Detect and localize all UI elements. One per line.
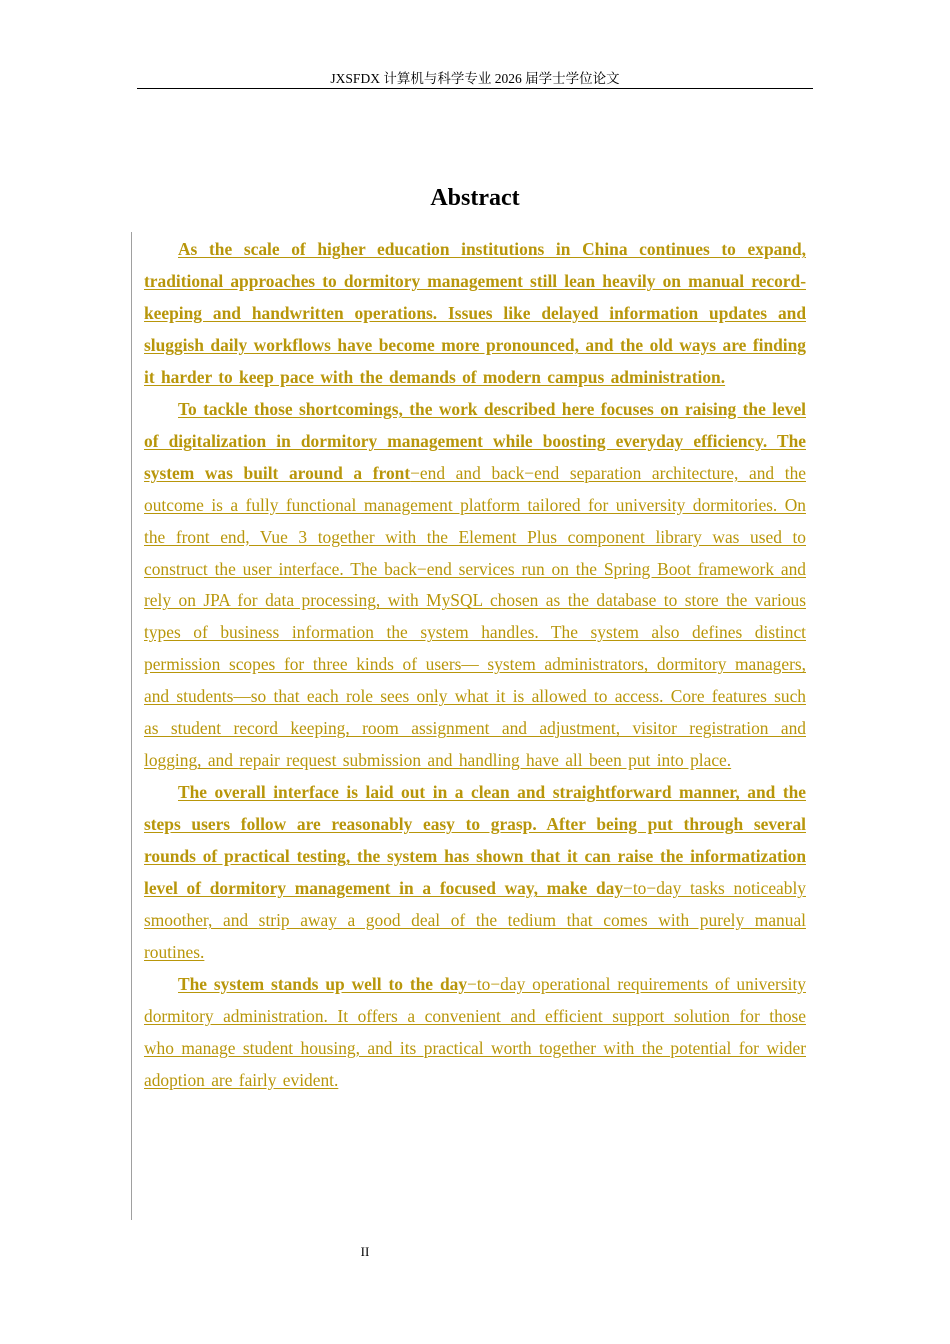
header-rule (137, 88, 813, 89)
abstract-body (144, 234, 806, 1097)
abstract-paragraph-1 (144, 234, 806, 394)
abstract-paragraph-2 (144, 394, 806, 777)
paragraph-3-tracked-bold-text: The overall interface is laid out in a clean and straightforward manner, and the steps users follow are reasonably easy to grasp. After being put through several rounds of practical testing, the system has shown that it can raise the informatization level of dormitory management in a focused way, make day (144, 782, 806, 899)
paragraph-3-tracked-text: −to−day tasks noticeably smoother, and strip away a good deal of the tedium that comes with purely manual routines. (144, 878, 806, 962)
abstract-title: Abstract (430, 185, 520, 211)
paragraph-1-tracked-bold-text: As the scale of higher education institutions in China continues to expand, traditional approaches to dormitory management still lean heavily on manual record-keeping and handwritten operations. Issues like delayed information updates and sluggish daily workflows have become more pronounced, and the old ways are finding it harder to keep pace with the demands of modern campus administration. (144, 239, 806, 387)
page-number: II (360, 1244, 370, 1259)
abstract-paragraph-3 (144, 777, 806, 969)
paragraph-4-tracked-bold-text: The system stands up well to the day (178, 973, 468, 994)
abstract-paragraph-4 (144, 969, 806, 1097)
revision-change-bar (131, 232, 132, 1220)
running-header: JXSFDX 计算机与科学专业 2026 届学士学位论文 (330, 71, 620, 86)
paragraph-4-tracked-text: −to−day operational requirements of university dormitory administration. It offers a convenient and efficient support solution for those who manage student housing, and its practical worth together with the potential for wider adoption are fairly evident. (144, 973, 806, 1090)
paragraph-2-tracked-bold-text: To tackle those shortcomings, the work described here focuses on raising the level of digitalization in dormitory management while boosting everyday efficiency. The system was built around a front (144, 398, 806, 483)
paragraph-2-tracked-text: −end and back−end separation architecture, and the outcome is a fully functional management platform tailored for university dormitories. On the front end, Vue 3 together with the Element Plus component library was used to construct the user interface. The back−end services run on the Spring Boot framework and rely on JPA for data processing, with MySQL chosen as the database to store the various types of business information the system handles. The system also defines distinct permission scopes for three kinds of users— system administrators, dormitory managers, and students—so that each role sees only what it is allowed to access. Core features such as student record keeping, room assignment and adjustment, visitor registration and logging, and repair request submission and handling have all been put into place. (144, 462, 806, 771)
